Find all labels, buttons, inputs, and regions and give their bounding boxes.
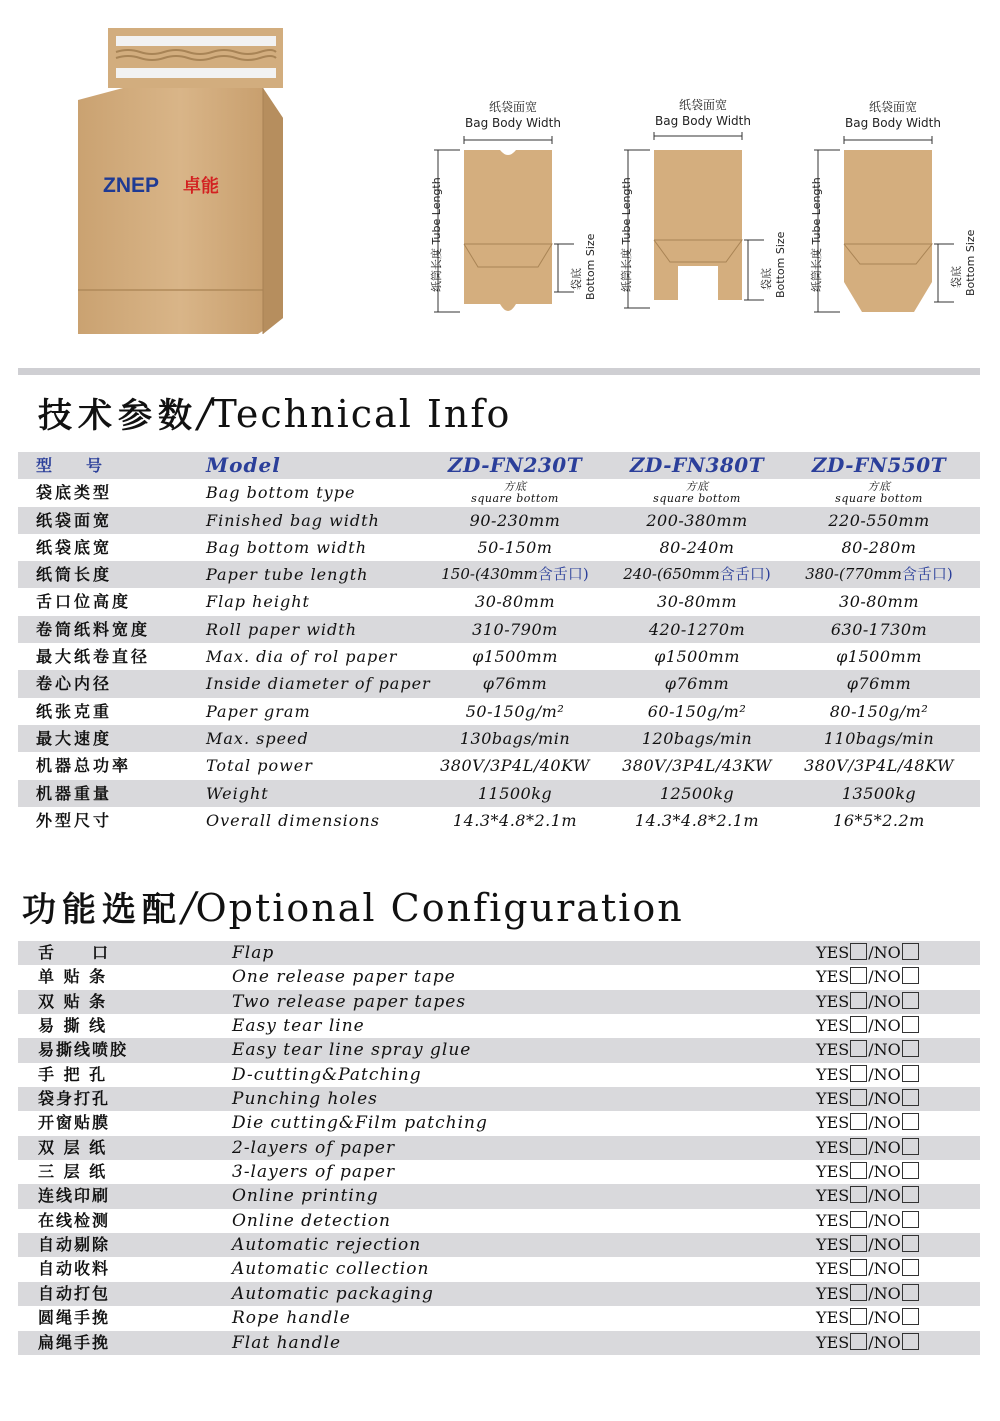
table-row (18, 616, 980, 643)
row-value: 11500kg (477, 783, 553, 803)
yes-checkbox[interactable] (850, 967, 867, 984)
row-value: 420-1270m (648, 619, 746, 639)
bag-diagram-drawing (808, 132, 978, 322)
option-label-en: Flap (232, 943, 275, 963)
table-row (18, 807, 980, 834)
title-slash: / (182, 885, 196, 931)
yes-label: YES (816, 1040, 850, 1060)
yes-checkbox[interactable] (850, 1211, 867, 1228)
yes-label: YES (816, 991, 850, 1011)
option-choice (816, 1160, 976, 1184)
option-label-zh: 扁绳手挽 (38, 1332, 111, 1352)
bottom-size-label-zh: 袋底 (760, 268, 773, 290)
header-model-en: Model (206, 453, 281, 477)
yes-checkbox[interactable] (850, 1333, 867, 1350)
option-choice (816, 1306, 976, 1330)
row-value: 630-1730m (830, 619, 928, 639)
row-label-zh: 纸袋底宽 (36, 537, 113, 557)
row-value: 380V/3P4L/48KW (804, 756, 954, 776)
row-value: φ76mm (482, 674, 548, 694)
optional-title-en: Optional Configuration (195, 886, 684, 930)
option-label-en: Easy tear line spray glue (232, 1040, 472, 1061)
yes-label: YES (816, 1332, 850, 1352)
option-choice (816, 1184, 976, 1208)
brand-logo-zh: 卓能 (183, 176, 219, 197)
yes-checkbox[interactable] (850, 1138, 867, 1155)
option-label-zh: 圆绳手挽 (38, 1308, 111, 1328)
tech-section-title (38, 388, 511, 437)
bag-width-label-en: Bag Body Width (465, 116, 561, 130)
table-row (18, 725, 980, 752)
row-value: 方底 square bottom (471, 480, 559, 506)
option-row (18, 1136, 980, 1160)
option-choice (816, 1136, 976, 1160)
option-label-zh: 自动剔除 (38, 1235, 111, 1255)
no-checkbox[interactable] (902, 1186, 919, 1203)
row-value: 16*5*2.2m (833, 810, 925, 830)
option-choice (816, 1282, 976, 1306)
bag-diagram-1 (428, 92, 598, 332)
row-value: φ1500mm (472, 647, 558, 667)
option-choice (816, 1087, 976, 1111)
row-value: φ1500mm (654, 647, 740, 667)
option-row (18, 1111, 980, 1135)
option-row (18, 965, 980, 989)
row-value: 80-150g/m² (829, 701, 929, 721)
bottom-size-label-en: Bottom Size (774, 231, 787, 298)
row-value: 310-790m (472, 619, 558, 639)
no-checkbox[interactable] (902, 943, 919, 960)
option-label-zh: 易撕线喷胶 (38, 1040, 129, 1060)
bottom-size-label-zh: 袋底 (950, 266, 963, 288)
yes-checkbox[interactable] (850, 1235, 867, 1252)
row-value: 12500kg (659, 783, 735, 803)
row-value: 30-80mm (475, 592, 555, 612)
no-checkbox[interactable] (902, 1138, 919, 1155)
yes-label: YES (816, 1113, 850, 1133)
row-label-en: Paper gram (206, 701, 311, 721)
tube-length-label: 纸筒长度 Tube Length (810, 177, 823, 292)
option-label-en: D-cutting&Patching (232, 1064, 422, 1085)
row-label-zh: 袋底类型 (36, 483, 113, 503)
option-label-zh: 双 贴 条 (38, 991, 108, 1011)
tech-title-en: Technical Info (211, 392, 512, 436)
option-choice (816, 965, 976, 989)
row-label-zh: 舌口位高度 (36, 592, 132, 612)
option-row (18, 990, 980, 1014)
bag-width-label-zh: 纸袋面宽 (868, 100, 917, 114)
option-row (18, 1184, 980, 1208)
option-label-zh: 舌 口 (38, 943, 111, 962)
bag-width-label-zh: 纸袋面宽 (678, 98, 727, 112)
option-label-zh: 在线检测 (38, 1210, 111, 1230)
row-value: 50-150g/m² (465, 701, 565, 721)
row-value: 90-230mm (469, 510, 561, 530)
table-row (18, 670, 980, 697)
option-label-zh: 自动收料 (38, 1259, 111, 1279)
yes-label: YES (816, 1137, 850, 1157)
row-value: φ76mm (846, 674, 912, 694)
option-label-zh: 双 层 纸 (38, 1137, 108, 1157)
row-label-en: Paper tube length (206, 565, 369, 585)
row-label-en: Bag bottom type (206, 483, 356, 503)
header-model-1: ZD-FN230T (447, 453, 583, 477)
option-label-en: 2-layers of paper (232, 1137, 396, 1158)
row-label-zh: 卷筒纸料宽度 (36, 619, 151, 639)
table-row (18, 698, 980, 725)
no-checkbox[interactable] (902, 1259, 919, 1276)
paper-bag-image (78, 28, 283, 338)
no-checkbox[interactable] (902, 1162, 919, 1179)
yes-checkbox[interactable] (850, 1065, 867, 1082)
row-label-en: Inside diameter of paper (206, 674, 431, 694)
row-label-zh: 纸袋面宽 (36, 510, 113, 530)
option-row (18, 1282, 980, 1306)
row-label-en: Roll paper width (206, 619, 358, 639)
option-choice (816, 1014, 976, 1038)
no-checkbox[interactable] (902, 1065, 919, 1082)
yes-checkbox[interactable] (850, 1113, 867, 1130)
row-label-en: Bag bottom width (206, 537, 368, 557)
row-label-zh: 最大纸卷直径 (36, 647, 151, 667)
header-model-zh: 型号 (36, 456, 137, 475)
no-label: /NO (868, 1089, 901, 1109)
no-checkbox[interactable] (902, 1333, 919, 1350)
option-label-zh: 自动打包 (38, 1283, 111, 1303)
row-value: 380V/3P4L/43KW (622, 756, 772, 776)
optional-title-zh: 功能选配 (22, 890, 182, 930)
no-label: /NO (868, 1113, 901, 1133)
row-value: 120bags/min (641, 728, 753, 748)
option-row (18, 1014, 980, 1038)
option-label-en: Rope handle (232, 1308, 351, 1329)
row-value: 220-550mm (828, 510, 930, 530)
no-checkbox[interactable] (902, 967, 919, 984)
no-checkbox[interactable] (902, 1308, 919, 1325)
option-label-en: Easy tear line (232, 1016, 365, 1037)
option-choice (816, 941, 976, 965)
tech-title-zh: 技术参数 (38, 396, 198, 436)
yes-label: YES (816, 1016, 850, 1036)
no-label: /NO (868, 1332, 901, 1352)
yes-label: YES (816, 943, 850, 962)
row-label-zh: 卷心内径 (36, 674, 113, 694)
row-label-en: Total power (206, 756, 313, 776)
tech-table (18, 452, 980, 834)
option-row (18, 1087, 980, 1111)
option-row (18, 1233, 980, 1257)
option-row (18, 1063, 980, 1087)
option-choice (816, 1038, 976, 1062)
yes-checkbox[interactable] (850, 1186, 867, 1203)
table-row (18, 752, 980, 779)
table-row (18, 561, 980, 588)
no-label: /NO (868, 967, 901, 987)
option-label-en: 3-layers of paper (232, 1162, 396, 1183)
row-value: 14.3*4.8*2.1m (634, 810, 760, 830)
row-label-en: Max. speed (206, 728, 309, 748)
option-choice (816, 1257, 976, 1281)
table-row (18, 643, 980, 670)
no-label: /NO (868, 991, 901, 1011)
table-row (18, 534, 980, 561)
row-label-zh: 纸筒长度 (36, 565, 113, 585)
row-label-en: Weight (206, 783, 269, 803)
bag-diagram-3 (808, 92, 978, 332)
yes-checkbox[interactable] (850, 1016, 867, 1033)
row-label-zh: 机器重量 (36, 783, 113, 803)
row-value: 80-280m (841, 537, 917, 557)
no-label: /NO (868, 1016, 901, 1036)
row-value: 30-80mm (839, 592, 919, 612)
tube-length-label: 纸筒长度 Tube Length (430, 177, 443, 292)
optional-config-table (18, 941, 980, 1355)
yes-label: YES (816, 1210, 850, 1230)
bottom-size-label-en: Bottom Size (584, 233, 597, 300)
option-row (18, 1038, 980, 1062)
bag-diagram-drawing (428, 132, 598, 322)
yes-label: YES (816, 1064, 850, 1084)
no-checkbox[interactable] (902, 1016, 919, 1033)
option-row (18, 1306, 980, 1330)
yes-checkbox[interactable] (850, 1040, 867, 1057)
section-divider (18, 368, 980, 375)
row-value: 13500kg (841, 783, 917, 803)
option-choice (816, 990, 976, 1014)
row-value: 380-(770mm含舌口) (805, 565, 953, 584)
no-label: /NO (868, 1283, 901, 1303)
no-label: /NO (868, 1259, 901, 1279)
option-label-en: Two release paper tapes (232, 991, 467, 1012)
bag-width-label-en: Bag Body Width (845, 116, 941, 130)
no-label: /NO (868, 1308, 901, 1328)
option-row (18, 1160, 980, 1184)
option-choice (816, 1209, 976, 1233)
option-row (18, 1257, 980, 1281)
option-label-zh: 手 把 孔 (38, 1064, 108, 1084)
option-label-en: Punching holes (232, 1089, 378, 1110)
no-checkbox[interactable] (902, 1040, 919, 1057)
option-choice (816, 1331, 976, 1355)
row-value: 30-80mm (657, 592, 737, 612)
no-checkbox[interactable] (902, 1113, 919, 1130)
option-row (18, 1209, 980, 1233)
no-checkbox[interactable] (902, 992, 919, 1009)
row-value: 130bags/min (459, 728, 571, 748)
row-value: φ1500mm (836, 647, 922, 667)
row-value: 50-150m (477, 537, 553, 557)
bag-diagram-2 (618, 92, 788, 332)
yes-label: YES (816, 1186, 850, 1206)
table-row (18, 780, 980, 807)
table-row (18, 507, 980, 534)
no-label: /NO (868, 1235, 901, 1255)
yes-label: YES (816, 1089, 850, 1109)
row-label-en: Overall dimensions (206, 810, 380, 830)
title-slash: / (198, 391, 212, 437)
row-label-zh: 外型尺寸 (36, 810, 113, 830)
header-model-2: ZD-FN380T (629, 453, 765, 477)
yes-label: YES (816, 967, 850, 987)
option-label-en: Automatic collection (232, 1259, 430, 1280)
bottom-size-label-en: Bottom Size (964, 229, 977, 296)
table-row (18, 479, 980, 506)
option-label-en: One release paper tape (232, 967, 456, 988)
option-choice (816, 1111, 976, 1135)
option-label-en: Online detection (232, 1210, 391, 1231)
row-value: 方底 square bottom (653, 480, 741, 506)
optional-section-title (22, 882, 684, 931)
option-row (18, 941, 980, 965)
yes-checkbox[interactable] (850, 1259, 867, 1276)
option-label-en: Flat handle (232, 1332, 342, 1353)
yes-label: YES (816, 1259, 850, 1279)
bag-width-label-zh: 纸袋面宽 (488, 100, 537, 114)
tech-table-header (18, 452, 980, 479)
yes-checkbox[interactable] (850, 1162, 867, 1179)
brand-logo-text: ZNEP (103, 174, 160, 197)
no-label: /NO (868, 1186, 901, 1206)
option-label-zh: 袋身打孔 (38, 1089, 111, 1109)
tube-length-label: 纸筒长度 Tube Length (620, 177, 633, 292)
yes-checkbox[interactable] (850, 1308, 867, 1325)
row-value: 150-(430mm含舌口) (441, 565, 589, 584)
option-label-en: Die cutting&Film patching (232, 1113, 488, 1134)
option-label-zh: 开窗贴膜 (38, 1113, 111, 1133)
no-checkbox[interactable] (902, 1284, 919, 1301)
row-label-zh: 最大速度 (36, 728, 113, 748)
no-label: /NO (868, 1210, 901, 1230)
option-choice (816, 1063, 976, 1087)
no-label: /NO (868, 1162, 901, 1182)
row-value: 240-(650mm含舌口) (623, 565, 771, 584)
row-value: 方底 square bottom (835, 480, 923, 506)
option-label-zh: 单 贴 条 (38, 967, 108, 987)
row-label-en: Finished bag width (206, 510, 380, 530)
table-row (18, 588, 980, 615)
no-label: /NO (868, 1040, 901, 1060)
no-checkbox[interactable] (902, 1235, 919, 1252)
row-label-en: Flap height (206, 592, 310, 612)
yes-label: YES (816, 1235, 850, 1255)
row-value: 14.3*4.8*2.1m (452, 810, 578, 830)
yes-checkbox[interactable] (850, 943, 867, 960)
row-label-zh: 机器总功率 (36, 756, 132, 776)
yes-label: YES (816, 1308, 850, 1328)
option-label-en: Automatic packaging (232, 1283, 434, 1304)
header-model-3: ZD-FN550T (811, 453, 947, 477)
no-label: /NO (868, 943, 901, 962)
row-value: φ76mm (664, 674, 730, 694)
no-label: /NO (868, 1064, 901, 1084)
row-label-zh: 纸张克重 (36, 701, 113, 721)
yes-checkbox[interactable] (850, 1089, 867, 1106)
bag-width-label-en: Bag Body Width (655, 114, 751, 128)
no-checkbox[interactable] (902, 1089, 919, 1106)
option-label-zh: 三 层 纸 (38, 1162, 108, 1182)
row-value: 80-240m (659, 537, 735, 557)
row-value: 110bags/min (823, 728, 935, 748)
no-checkbox[interactable] (902, 1211, 919, 1228)
option-label-zh: 易 撕 线 (38, 1016, 108, 1036)
yes-checkbox[interactable] (850, 1284, 867, 1301)
yes-checkbox[interactable] (850, 992, 867, 1009)
yes-label: YES (816, 1283, 850, 1303)
bottom-size-label-zh: 袋底 (570, 268, 583, 290)
no-label: /NO (868, 1137, 901, 1157)
product-illustration-area (0, 0, 1000, 370)
option-label-zh: 连线印刷 (38, 1186, 111, 1206)
option-choice (816, 1233, 976, 1257)
option-row (18, 1331, 980, 1355)
row-label-en: Max. dia of rol paper (206, 647, 398, 667)
row-value: 60-150g/m² (647, 701, 747, 721)
yes-label: YES (816, 1162, 850, 1182)
option-label-en: Automatic rejection (232, 1235, 422, 1256)
row-value: 380V/3P4L/40KW (440, 756, 590, 776)
row-value: 200-380mm (646, 510, 748, 530)
option-label-en: Online printing (232, 1186, 379, 1207)
